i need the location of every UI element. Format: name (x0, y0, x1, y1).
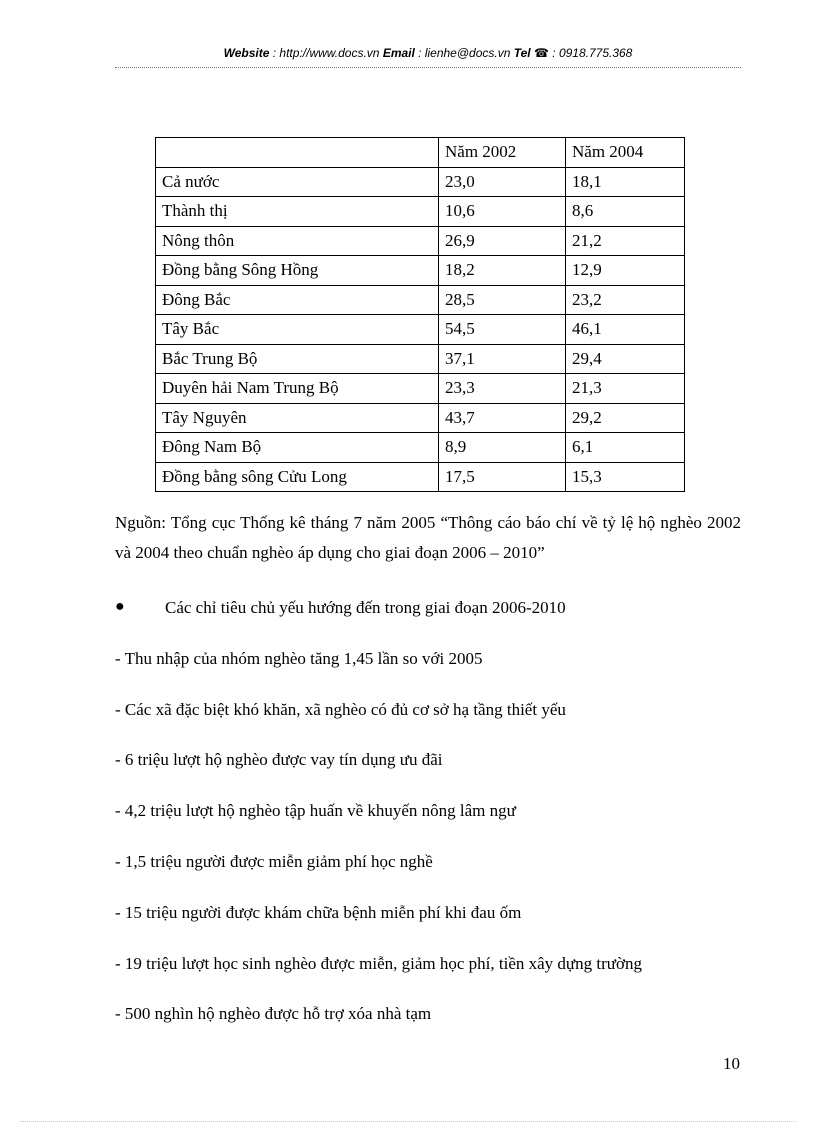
email-value: : lienhe@docs.vn (414, 46, 514, 60)
table-cell-value: 21,2 (566, 226, 685, 256)
page-header (115, 46, 741, 60)
table-row (156, 285, 685, 315)
table-cell-value: 8,6 (566, 197, 685, 227)
table-cell-value: 29,4 (566, 344, 685, 374)
list-item: - Các xã đặc biệt khó khăn, xã nghèo có đủ cơ sở hạ tầng thiết yếu (115, 700, 566, 719)
table-cell-value: 15,3 (566, 462, 685, 492)
tel-label: Tel (513, 46, 531, 60)
table-cell-value: 26,9 (439, 226, 566, 256)
table-cell-value: 23,0 (439, 167, 566, 197)
table-header-cell (156, 138, 439, 168)
table-row (156, 167, 685, 197)
list-item: - 1,5 triệu người được miễn giảm phí học nghề (115, 852, 433, 871)
table-header-cell: Năm 2002 (439, 138, 566, 168)
table-row (156, 403, 685, 433)
table-cell-value: 12,9 (566, 256, 685, 286)
table-row (156, 197, 685, 227)
table-cell-value: 8,9 (439, 433, 566, 463)
table-row (156, 315, 685, 345)
poverty-rate-table (155, 137, 685, 492)
list-item: - 4,2 triệu lượt hộ nghèo tập huấn về khuyến nông lâm ngư (115, 801, 516, 820)
list-item: - 19 triệu lượt học sinh nghèo được miễn, giảm học phí, tiền xây dựng trường (115, 954, 642, 973)
header-divider (115, 67, 741, 68)
table-row (156, 433, 685, 463)
footer-divider (20, 1121, 796, 1122)
website-label: Website (223, 46, 270, 60)
table-cell-region: Đông Nam Bộ (156, 433, 439, 463)
table-cell-region: Thành thị (156, 197, 439, 227)
phone-icon: ☎ (533, 46, 549, 60)
email-label: Email (382, 46, 415, 60)
table-cell-region: Cả nước (156, 167, 439, 197)
bullet-icon: ● (115, 598, 125, 615)
table-cell-region: Bắc Trung Bộ (156, 344, 439, 374)
list-item: - 6 triệu lượt hộ nghèo được vay tín dụng ưu đãi (115, 750, 443, 769)
table-cell-value: 21,3 (566, 374, 685, 404)
table-cell-region: Tây Nguyên (156, 403, 439, 433)
tel-value: : 0918.775.368 (548, 46, 633, 60)
table-row (156, 462, 685, 492)
table-row (156, 256, 685, 286)
table-cell-value: 29,2 (566, 403, 685, 433)
source-note: Nguồn: Tổng cục Thống kê tháng 7 năm 2005 “Thông cáo báo chí về tỷ lệ hộ nghèo 2002 và 2004 theo chuẩn nghèo áp dụng cho giai đoạn 2006 – 2010” (115, 513, 741, 562)
table-cell-value: 23,3 (439, 374, 566, 404)
table-cell-region: Đồng bằng Sông Hồng (156, 256, 439, 286)
table-cell-value: 46,1 (566, 315, 685, 345)
table-header-row (156, 138, 685, 168)
table-cell-value: 10,6 (439, 197, 566, 227)
table-cell-region: Nông thôn (156, 226, 439, 256)
list-item: - 500 nghìn hộ nghèo được hỗ trợ xóa nhà tạm (115, 1004, 432, 1023)
table-row (156, 344, 685, 374)
bullet-heading: Các chỉ tiêu chủ yếu hướng đến trong giai đoạn 2006-2010 (165, 598, 566, 617)
table-row (156, 226, 685, 256)
table-cell-value: 54,5 (439, 315, 566, 345)
table-cell-value: 18,2 (439, 256, 566, 286)
table-cell-value: 43,7 (439, 403, 566, 433)
table-cell-value: 23,2 (566, 285, 685, 315)
website-value: : http://www.docs.vn (269, 46, 383, 60)
list-item: - 15 triệu người được khám chữa bệnh miễn phí khi đau ốm (115, 903, 522, 922)
table-cell-value: 17,5 (439, 462, 566, 492)
table-header-cell: Năm 2004 (566, 138, 685, 168)
table-cell-value: 6,1 (566, 433, 685, 463)
table-cell-region: Tây Bắc (156, 315, 439, 345)
table-row (156, 374, 685, 404)
table-cell-region: Đồng bằng sông Cửu Long (156, 462, 439, 492)
table-cell-region: Đông Bắc (156, 285, 439, 315)
page-number: 10 (723, 1054, 740, 1073)
table-cell-value: 18,1 (566, 167, 685, 197)
list-item: - Thu nhập của nhóm nghèo tăng 1,45 lần so với 2005 (115, 649, 483, 668)
table-cell-value: 28,5 (439, 285, 566, 315)
table-cell-region: Duyên hải Nam Trung Bộ (156, 374, 439, 404)
table-cell-value: 37,1 (439, 344, 566, 374)
